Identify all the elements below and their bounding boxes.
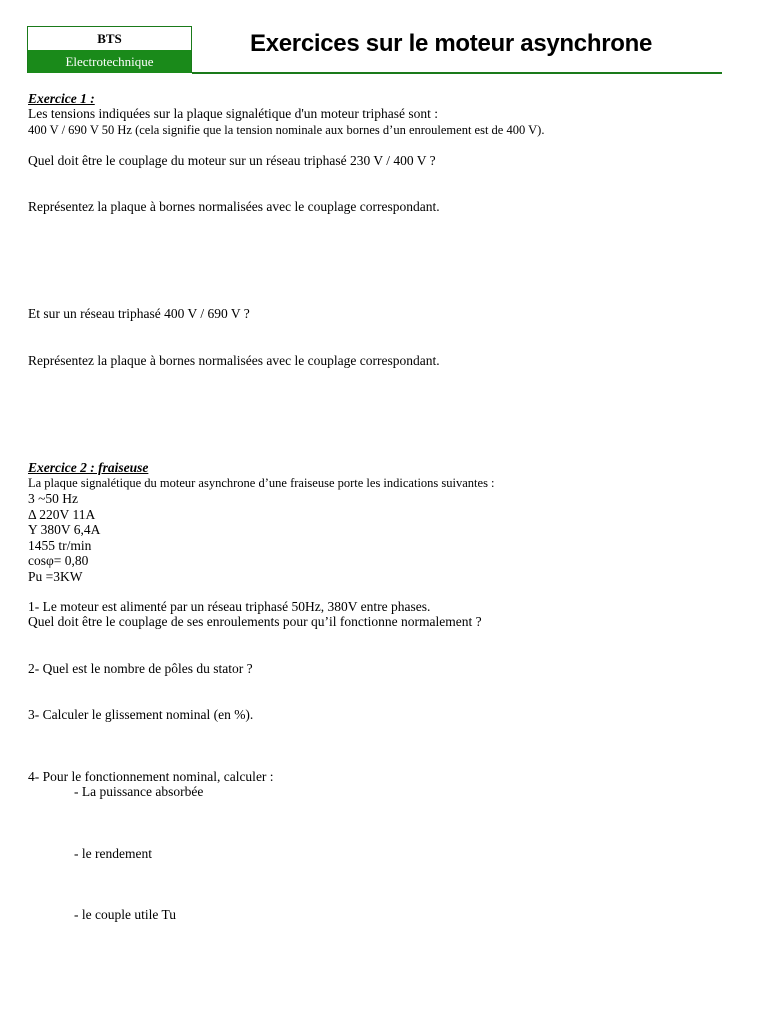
- spec-line: 1455 tr/min: [28, 538, 92, 553]
- sub-question: - le rendement: [74, 846, 152, 861]
- exercise-1-question-4: Représentez la plaque à bornes normalisées avec le couplage correspondant.: [28, 353, 440, 368]
- spec-line: cosφ= 0,80: [28, 553, 89, 568]
- page-title: Exercices sur le moteur asynchrone: [250, 30, 652, 57]
- level-label: BTS: [97, 31, 122, 46]
- exercise-1-intro: Les tensions indiquées sur la plaque signalétique d'un moteur triphasé sont :: [28, 106, 438, 121]
- sub-question: - La puissance absorbée: [74, 784, 204, 799]
- spec-line: 3 ~50 Hz: [28, 491, 79, 506]
- header-divider: [192, 72, 722, 74]
- exercise-1-question-1: Quel doit être le couplage du moteur sur un réseau triphasé 230 V / 400 V ?: [28, 153, 436, 168]
- exercise-2-question-1a: 1- Le moteur est alimenté par un réseau triphasé 50Hz, 380V entre phases.: [28, 599, 431, 614]
- sub-question: - le couple utile Tu: [74, 907, 176, 922]
- exercise-2-question-2: 2- Quel est le nombre de pôles du stator ?: [28, 661, 253, 676]
- exercise-1-question-2: Représentez la plaque à bornes normalisées avec le couplage correspondant.: [28, 199, 440, 214]
- spec-line: Δ 220V 11A: [28, 507, 96, 522]
- exercise-2-question-1b: Quel doit être le couplage de ses enroulements pour qu’il fonctionne normalement ?: [28, 614, 482, 629]
- header-box: [27, 26, 192, 73]
- subject-label: Electrotechnique: [28, 50, 191, 73]
- exercise-2-title: Exercice 2 : fraiseuse: [28, 460, 149, 475]
- exercise-1-question-3: Et sur un réseau triphasé 400 V / 690 V ?: [28, 306, 250, 321]
- exercise-1-title: Exercice 1 :: [28, 91, 95, 106]
- spec-line: Pu =3KW: [28, 569, 83, 584]
- exercise-2-intro: La plaque signalétique du moteur asynchrone d’une fraiseuse porte les indications suivantes :: [28, 476, 495, 490]
- exercise-2-question-4: 4- Pour le fonctionnement nominal, calculer :: [28, 769, 274, 784]
- exercise-1-voltages: 400 V / 690 V 50 Hz (cela signifie que la tension nominale aux bornes d’un enroulement est de 400 V).: [28, 123, 545, 137]
- spec-line: Y 380V 6,4A: [28, 522, 101, 537]
- exercise-2-question-3: 3- Calculer le glissement nominal (en %).: [28, 707, 254, 722]
